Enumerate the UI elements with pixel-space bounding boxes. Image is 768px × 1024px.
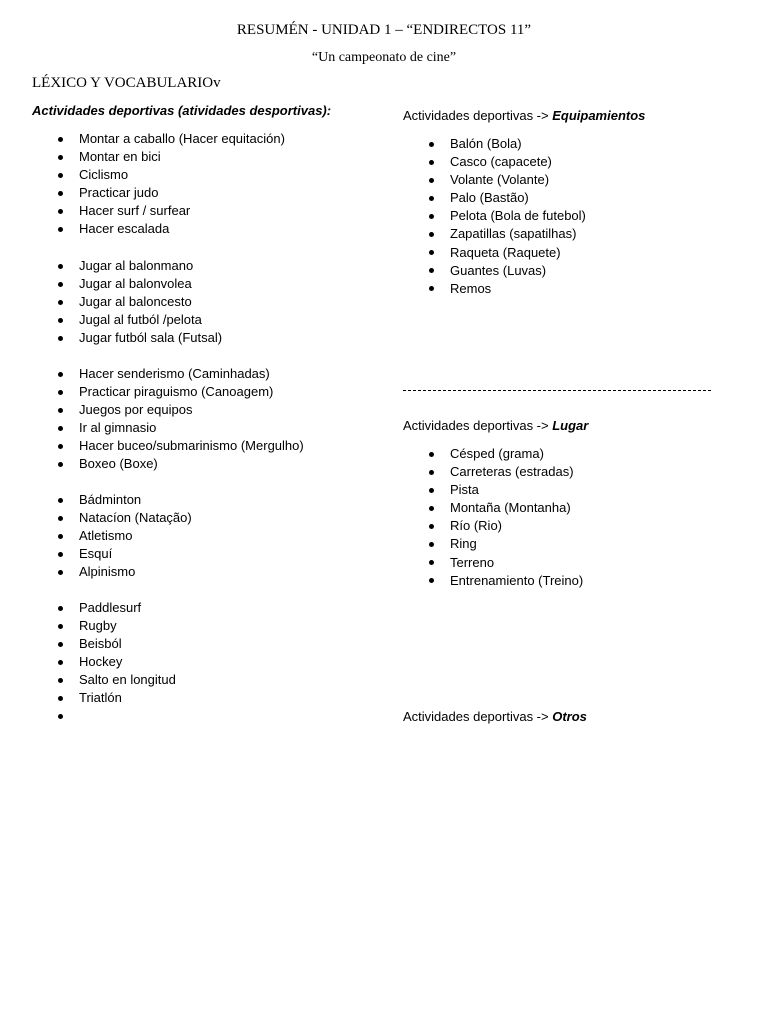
list-item (79, 599, 176, 617)
list-item (79, 635, 176, 653)
list-item (79, 257, 222, 275)
list-item (79, 148, 285, 166)
list-item (450, 535, 583, 553)
list-item (79, 491, 192, 509)
list-item-text: Practicar piraguismo (Canoagem) (79, 384, 274, 400)
list-item (79, 653, 176, 671)
list-item (450, 572, 583, 590)
bullet-icon (429, 524, 434, 529)
bullet-icon (58, 678, 63, 683)
bullet-icon (429, 196, 434, 201)
list-item-text: Jugar al baloncesto (79, 294, 192, 310)
list-item (79, 509, 192, 527)
list-item (450, 517, 583, 535)
equipment-heading-prefix: Actividades deportivas -> (403, 108, 553, 123)
list-item-text: Remos (450, 280, 492, 296)
list-item-text: Paddlesurf (79, 600, 142, 615)
list-item (79, 527, 192, 545)
list-item-text: Practicar judo (79, 185, 159, 201)
bullet-icon (429, 506, 434, 511)
list-item-text: Pista (450, 482, 479, 498)
bullet-icon (58, 714, 63, 719)
list-item (450, 225, 586, 243)
list-item-text: Alpinismo (79, 564, 136, 580)
bullet-icon (58, 660, 63, 665)
list-item (79, 383, 304, 401)
list-item-text: Hockey (79, 654, 123, 670)
list-item (79, 293, 222, 311)
list-item (79, 437, 304, 455)
list-item-text: Hacer buceo/submarinismo (Mergulho) (79, 438, 304, 454)
others-heading-emphasis: Otros (552, 709, 587, 724)
list-item (79, 708, 176, 726)
activity-list-group-4 (79, 491, 192, 581)
list-item (79, 130, 285, 148)
bullet-icon (429, 268, 434, 273)
bullet-icon (429, 542, 434, 547)
list-item-text: Montaña (Montanha) (450, 500, 571, 516)
bullet-icon (58, 624, 63, 629)
bullet-icon (58, 444, 63, 449)
bullet-icon (58, 372, 63, 377)
place-heading-emphasis: Lugar (552, 418, 589, 433)
bullet-icon (429, 452, 434, 457)
bullet-icon (58, 426, 63, 431)
bullet-icon (58, 318, 63, 323)
bullet-icon (58, 696, 63, 701)
list-item (79, 671, 176, 689)
bullet-icon (58, 516, 63, 521)
list-item (450, 445, 583, 463)
list-item-text: Jugar futból sala (Futsal) (79, 330, 223, 346)
bullet-icon (58, 282, 63, 287)
equipment-heading (403, 108, 645, 123)
list-item-text: Bádminton (79, 492, 142, 507)
section-title: LÉXICO Y VOCABULARIOv (32, 75, 221, 91)
list-item-text: Ciclismo (79, 167, 129, 183)
document-subtitle: “Un campeonato de cine” (311, 50, 457, 65)
list-item (450, 481, 583, 499)
bullet-icon (58, 300, 63, 305)
list-item-text: Rugby (79, 618, 117, 634)
others-heading (403, 709, 587, 724)
bullet-icon (58, 390, 63, 395)
bullet-icon (58, 264, 63, 269)
list-item (79, 275, 222, 293)
bullet-icon (429, 250, 434, 255)
place-heading-prefix: Actividades deportivas -> (403, 418, 553, 433)
activity-list-group-3 (79, 365, 304, 474)
bullet-icon (429, 178, 434, 183)
list-item-text: Boxeo (Boxe) (79, 456, 158, 472)
list-item (450, 207, 586, 225)
bullet-icon (429, 560, 434, 565)
list-item-text: Montar en bici (79, 149, 161, 165)
bullet-icon (58, 534, 63, 539)
bullet-icon (429, 488, 434, 493)
bullet-icon (58, 462, 63, 467)
list-item-text: Volante (Volante) (450, 172, 550, 188)
others-heading-prefix: Actividades deportivas -> (403, 709, 553, 724)
list-item (450, 280, 586, 298)
list-item-text: Natacíon (Natação) (79, 510, 192, 526)
list-item-text: Hacer surf / surfear (79, 203, 191, 219)
list-item-text: Palo (Bastão) (450, 190, 529, 206)
list-item-text: Pelota (Bola de futebol) (450, 208, 586, 224)
bullet-icon (58, 137, 63, 142)
list-item-text: Entrenamiento (Treino) (450, 572, 584, 588)
bullet-icon (58, 552, 63, 557)
list-item (79, 419, 304, 437)
list-item-text: Terreno (450, 554, 495, 570)
list-item-text: Ring (450, 536, 477, 552)
list-item-text: Río (Rio) (450, 518, 503, 534)
bullet-icon (429, 160, 434, 165)
place-heading (403, 418, 588, 433)
activity-list-group-2 (79, 257, 222, 347)
bullet-icon (429, 470, 434, 475)
list-item (450, 189, 586, 207)
list-item (79, 365, 304, 383)
bullet-icon (58, 209, 63, 214)
list-item (79, 166, 285, 184)
list-item (79, 220, 285, 238)
equipment-list (450, 135, 586, 298)
list-item (450, 135, 586, 153)
bullet-icon (58, 191, 63, 196)
place-list (450, 445, 583, 590)
list-item-text: Esquí (79, 546, 113, 562)
list-item (450, 463, 583, 481)
list-item-text: Jugar al balonmano (79, 258, 194, 273)
list-item-text: Atletismo (79, 528, 133, 544)
bullet-icon (429, 232, 434, 237)
list-item (450, 153, 586, 171)
list-item-text: Jugar al balonvolea (79, 276, 192, 292)
list-item (79, 401, 304, 419)
list-item-text: Ir al gimnasio (79, 420, 157, 436)
bullet-icon (58, 227, 63, 232)
list-item-text: Guantes (Luvas) (450, 262, 547, 278)
list-item (450, 499, 583, 517)
equipment-heading-emphasis: Equipamientos (552, 108, 646, 123)
document-title: RESUMÉN - UNIDAD 1 – “ENDIRECTOS 11” (236, 22, 532, 38)
list-item (79, 689, 176, 707)
activity-list-group-5 (79, 599, 176, 726)
bullet-icon (429, 286, 434, 291)
bullet-icon (58, 155, 63, 160)
bullet-icon (58, 173, 63, 178)
list-item (450, 244, 586, 262)
left-heading (32, 103, 331, 118)
bullet-icon (58, 606, 63, 611)
list-item (79, 329, 222, 347)
list-item-text: Carreteras (estradas) (450, 464, 574, 480)
bullet-icon (429, 214, 434, 219)
bullet-icon (429, 578, 434, 583)
list-item (450, 171, 586, 189)
list-item-text: Césped (grama) (450, 446, 544, 461)
list-item (79, 617, 176, 635)
list-item-text: Raqueta (Raquete) (450, 244, 561, 260)
list-item (79, 545, 192, 563)
left-heading-text: Actividades deportivas (atividades desportivas): (32, 103, 332, 118)
list-item-text: Montar a caballo (Hacer equitación) (79, 131, 285, 146)
list-item (79, 202, 285, 220)
list-item (79, 184, 285, 202)
list-item (79, 311, 222, 329)
activity-list-group-1 (79, 130, 285, 239)
list-item (450, 554, 583, 572)
list-item-text: Triatlón (79, 690, 122, 706)
bullet-icon (58, 570, 63, 575)
list-item-text: Salto en longitud (79, 672, 176, 688)
bullet-icon (58, 336, 63, 341)
list-item-text: Casco (capacete) (450, 154, 552, 170)
bullet-icon (58, 642, 63, 647)
bullet-icon (429, 142, 434, 147)
list-item-text: Beisból (79, 636, 122, 652)
list-item (450, 262, 586, 280)
list-item (79, 455, 304, 473)
list-item-text: Jugal al futból /pelota (79, 312, 202, 328)
list-item-text: Balón (Bola) (450, 136, 522, 151)
section-divider (403, 390, 711, 391)
bullet-icon (58, 408, 63, 413)
list-item-text: Juegos por equipos (79, 402, 193, 418)
bullet-icon (58, 498, 63, 503)
list-item (79, 563, 192, 581)
list-item-text: Hacer escalada (79, 221, 170, 237)
list-item-text: Hacer senderismo (Caminhadas) (79, 366, 270, 381)
list-item-text: Zapatillas (sapatilhas) (450, 226, 577, 242)
